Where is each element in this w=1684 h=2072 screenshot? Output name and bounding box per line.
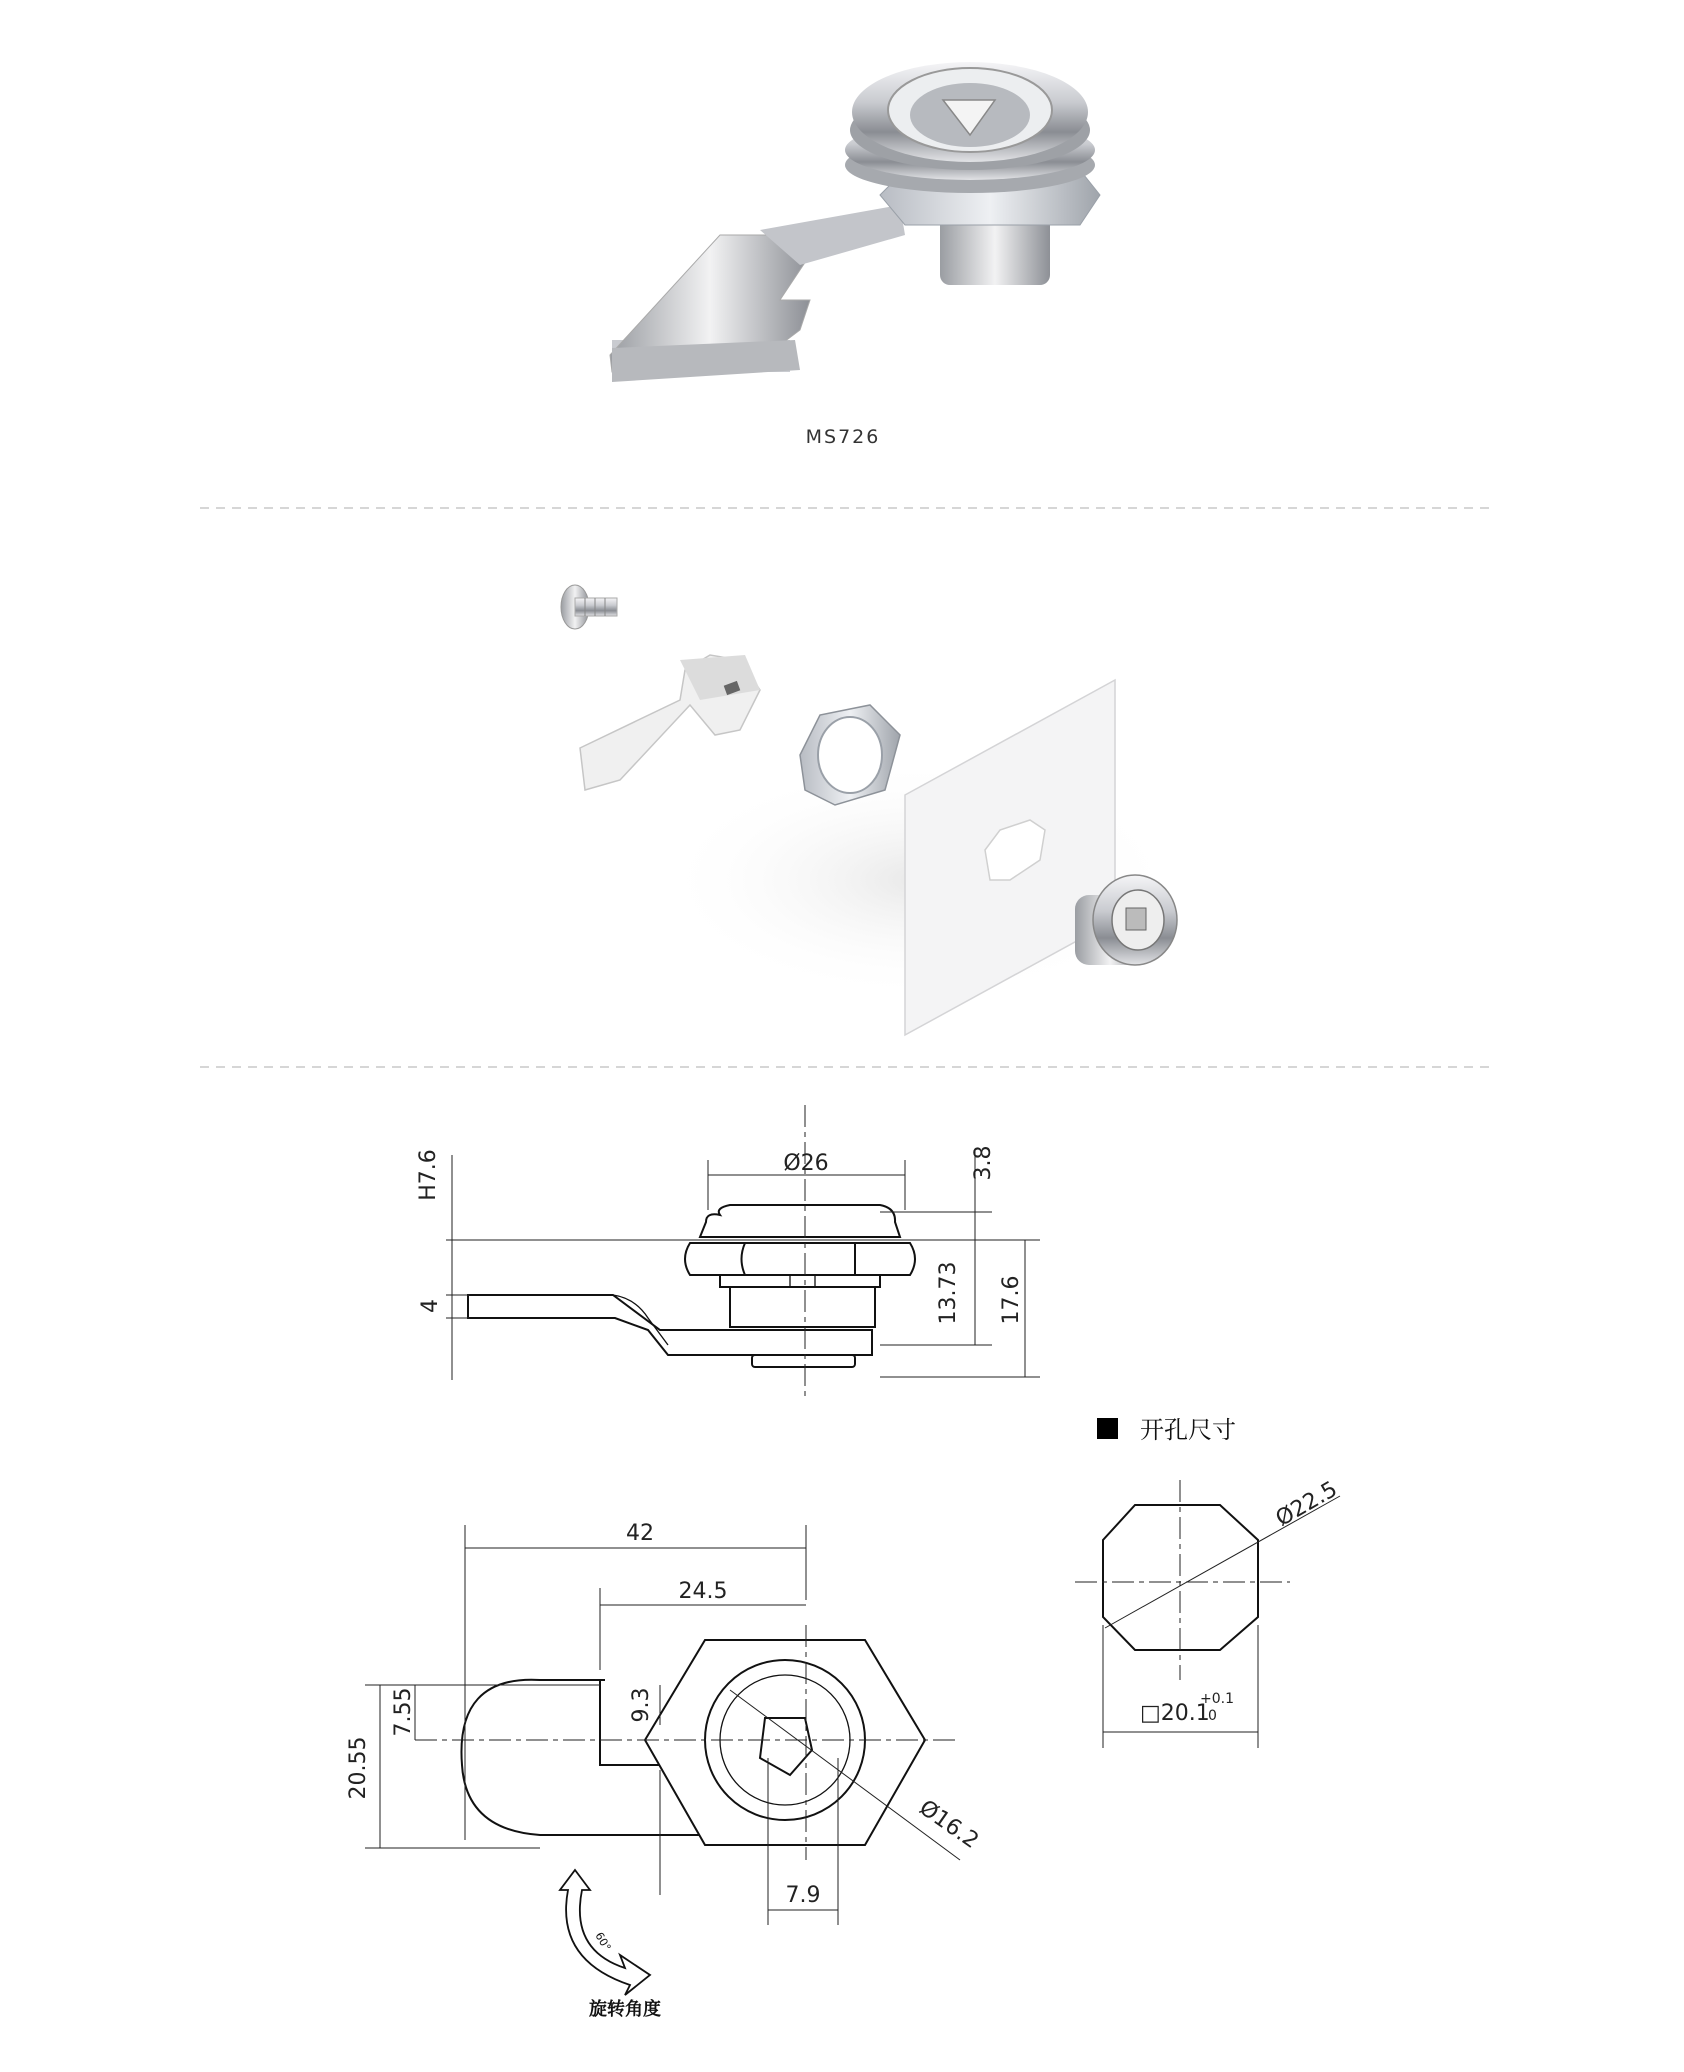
exploded-view-illustration xyxy=(561,585,1180,1035)
dim-dia-top: Ø26 xyxy=(783,1151,829,1176)
bullet-square-icon xyxy=(1097,1418,1118,1439)
dim-key: 7.9 xyxy=(785,1883,821,1908)
cutout-square: □20.1 xyxy=(1140,1701,1210,1726)
dim-left-height: H7.6 xyxy=(416,1149,441,1201)
dim-length: 42 xyxy=(626,1521,654,1546)
dim-body-height: 13.73 xyxy=(936,1261,961,1325)
cutout-title: 开孔尺寸 xyxy=(1140,1416,1236,1444)
dim-cam-offset: 7.55 xyxy=(391,1687,416,1737)
model-caption: MS726 xyxy=(805,426,881,448)
side-view-drawing xyxy=(446,1105,1040,1398)
dim-head-height: 3.8 xyxy=(971,1145,996,1181)
rotation-angle: 60° xyxy=(592,1930,614,1954)
dim-body-dia: Ø16.2 xyxy=(914,1795,984,1854)
rotation-caption: 旋转角度 xyxy=(589,1999,661,2020)
dim-cam-thickness: 4 xyxy=(418,1299,443,1313)
dim-cam-height: 20.55 xyxy=(346,1736,371,1800)
product-illustration xyxy=(610,62,1100,382)
cutout-tol-lower: 0 xyxy=(1208,1708,1217,1724)
cutout-tol-upper: +0.1 xyxy=(1200,1691,1234,1707)
dim-overall-height: 17.6 xyxy=(999,1275,1024,1325)
cutout-dia: Ø22.5 xyxy=(1271,1476,1342,1532)
plan-view-drawing xyxy=(365,1525,960,1995)
dim-length-2: 24.5 xyxy=(678,1579,728,1604)
dim-notch: 9.3 xyxy=(629,1687,654,1723)
